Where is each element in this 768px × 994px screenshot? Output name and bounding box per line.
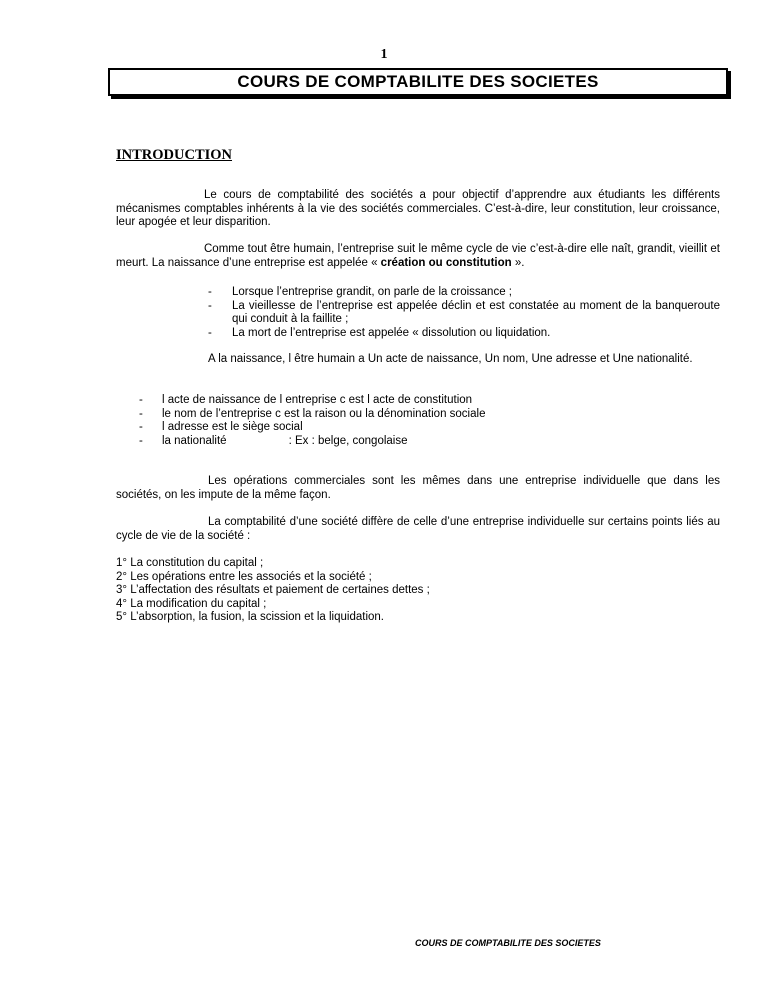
list-item: 5° L’absorption, la fusion, la scission et la liquidation. (116, 611, 384, 623)
list-item-value: : Ex : belge, congolaise (288, 434, 408, 447)
bullet-dash: - (139, 394, 143, 406)
list-item (208, 327, 720, 341)
paragraph-life-cycle-bold: création ou constitution (380, 256, 512, 269)
bullet-dash: - (208, 326, 212, 339)
bullet-dash: - (139, 407, 143, 420)
paragraph-objective-text: Le cours de comptabilité des sociétés a pour objectif d’apprendre aux étudiants les différents mécanismes comptables inhérents à la vie des sociétés commerciales. C’est-à-dire, leur constitution, leur croissance, leur apogée et leur disparition. (116, 189, 720, 228)
list-item-text: La vieillesse de l’entreprise est appelée déclin et est constatée au moment de la banqueroute qui conduit à la faillite ; (232, 299, 720, 325)
section-heading-introduction: INTRODUCTION (116, 147, 233, 163)
paragraph-birth: A la naissance, l être humain a Un acte de naissance, Un nom, Une adresse et Une nationalité. (208, 353, 693, 365)
paragraph-differences-text: La comptabilité d’une société diffère de celle d’une entreprise individuelle sur certains points liés au cycle de vie de la société : (116, 516, 720, 542)
life-stages-list (208, 286, 720, 340)
list-item (139, 421, 699, 435)
list-item (139, 435, 699, 449)
bullet-dash: - (139, 434, 143, 447)
paragraph-life-cycle-text: Comme tout être humain, l’entreprise suit le même cycle de vie c’est-à-dire elle naît, grandit, vieillit et meurt. La naissance d’une entreprise est appelée « (116, 243, 720, 269)
list-item (208, 300, 720, 327)
list-item (139, 394, 699, 408)
numbered-points-list (116, 557, 430, 625)
bullet-dash: - (208, 286, 212, 298)
paragraph-objective (116, 189, 720, 230)
paragraph-operations-text: Les opérations commerciales sont les mêmes dans une entreprise individuelle que dans les sociétés, on les impute de la même façon. (116, 475, 720, 501)
page-number: 1 (380, 47, 388, 62)
paragraph-operations (116, 475, 720, 502)
paragraph-differences (116, 516, 720, 543)
list-item-label: la nationalité (162, 434, 227, 447)
list-item: 3° L’affectation des résultats et paiement de certaines dettes ; (116, 584, 430, 596)
list-item-text: l adresse est le siège social (162, 421, 303, 433)
list-item-text: l acte de naissance de l entreprise c est l acte de constitution (162, 394, 473, 406)
bullet-dash: - (139, 421, 143, 433)
page-footer: COURS DE COMPTABILITE DES SOCIETES (415, 938, 601, 948)
list-item (139, 408, 699, 422)
bullet-dash: - (208, 299, 212, 312)
paragraph-life-cycle (116, 243, 720, 270)
paragraph-life-cycle-end: ». (511, 256, 525, 269)
list-item-text: La mort de l’entreprise est appelée « dissolution ou liquidation. (232, 326, 551, 339)
list-item-text: Lorsque l’entreprise grandit, on parle de la croissance ; (232, 286, 512, 298)
list-item (208, 286, 720, 300)
analogy-list (139, 394, 699, 448)
document-title: COURS DE COMPTABILITE DES SOCIETES (108, 68, 728, 96)
list-item: 2° Les opérations entre les associés et la société ; (116, 570, 372, 583)
list-item-text: le nom de l’entreprise c est la raison ou la dénomination sociale (162, 407, 486, 420)
list-item: 4° La modification du capital ; (116, 597, 267, 610)
list-item: 1° La constitution du capital ; (116, 557, 264, 569)
